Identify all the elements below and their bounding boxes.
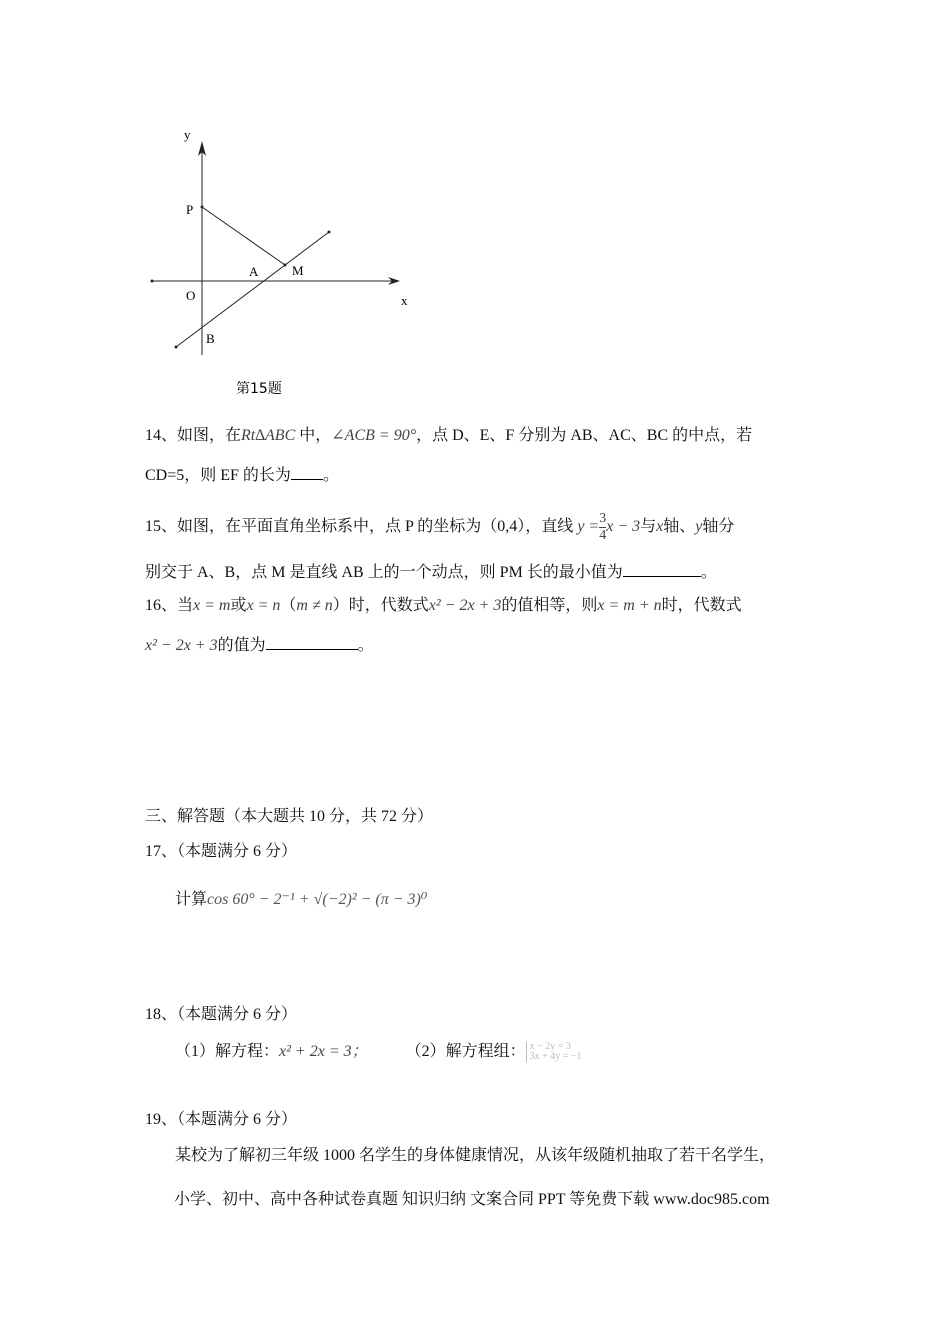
label-m: M	[292, 263, 304, 278]
q14-line1: 14、如图，在Rt∆ABC 中，∠ACB = 90°，点 D、E、F 分别为 AB、AC、BC 的中点，若	[145, 427, 753, 444]
section-3-heading: 三、解答题（本大题共 10 分，共 72 分）	[145, 808, 434, 825]
label-y: y	[184, 127, 191, 142]
q14-line2: CD=5，则 EF 的长为 。	[145, 467, 339, 484]
q19-header: 19、（本题满分 6 分）	[145, 1111, 298, 1128]
equation-system: x − 2y = 3 3x + 4y = −1	[526, 1042, 582, 1062]
page-footer: 小学、初中、高中各种试卷真题 知识归纳 文案合同 PPT 等免费下载 www.doc985.com	[174, 1191, 770, 1208]
q18-body: （1）解方程：x² + 2x = 3； （2）解方程组： x − 2y = 3 3x + 4y = −1	[175, 1041, 582, 1063]
figure-caption: 第15题	[236, 381, 282, 397]
q18-header: 18、（本题满分 6 分）	[145, 1006, 298, 1023]
answer-blank[interactable]	[266, 635, 358, 650]
fraction: $\frac{3}{4}$	[599, 511, 607, 543]
q16-line1: 16、当x = m或x = n（m ≠ n）时，代数式x² − 2x + 3的值相等，则x = m + n时，代数式	[145, 597, 742, 614]
label-b: B	[206, 331, 215, 346]
q19-text: 某校为了解初三年级 1000 名学生的身体健康情况，从该年级随机抽取了若干名学生，	[175, 1147, 776, 1164]
coordinate-figure	[0, 0, 450, 400]
segment-pm	[202, 207, 285, 265]
label-a: A	[249, 264, 259, 279]
label-o: O	[186, 288, 196, 303]
q15-line2: 别交于 A、B，点 M 是直线 AB 上的一个动点，则 PM 长的最小值为 。	[145, 564, 717, 581]
q16-line2: x² − 2x + 3的值为 。	[145, 637, 374, 654]
q17-body: 计算cos 60° − 2⁻¹ + √(−2)² − (π − 3)⁰	[175, 891, 428, 908]
answer-blank[interactable]	[291, 465, 323, 480]
label-x: x	[401, 293, 408, 308]
q15-line1: 15、如图，在平面直角坐标系中，点 P 的坐标为（0,4），直线 y = $\frac{3}{4}$ x − 3与x轴、y轴分	[145, 511, 735, 543]
line-ab	[176, 232, 329, 347]
answer-blank[interactable]	[623, 562, 701, 577]
q17-header: 17、（本题满分 6 分）	[145, 843, 298, 860]
label-p: P	[186, 202, 194, 217]
